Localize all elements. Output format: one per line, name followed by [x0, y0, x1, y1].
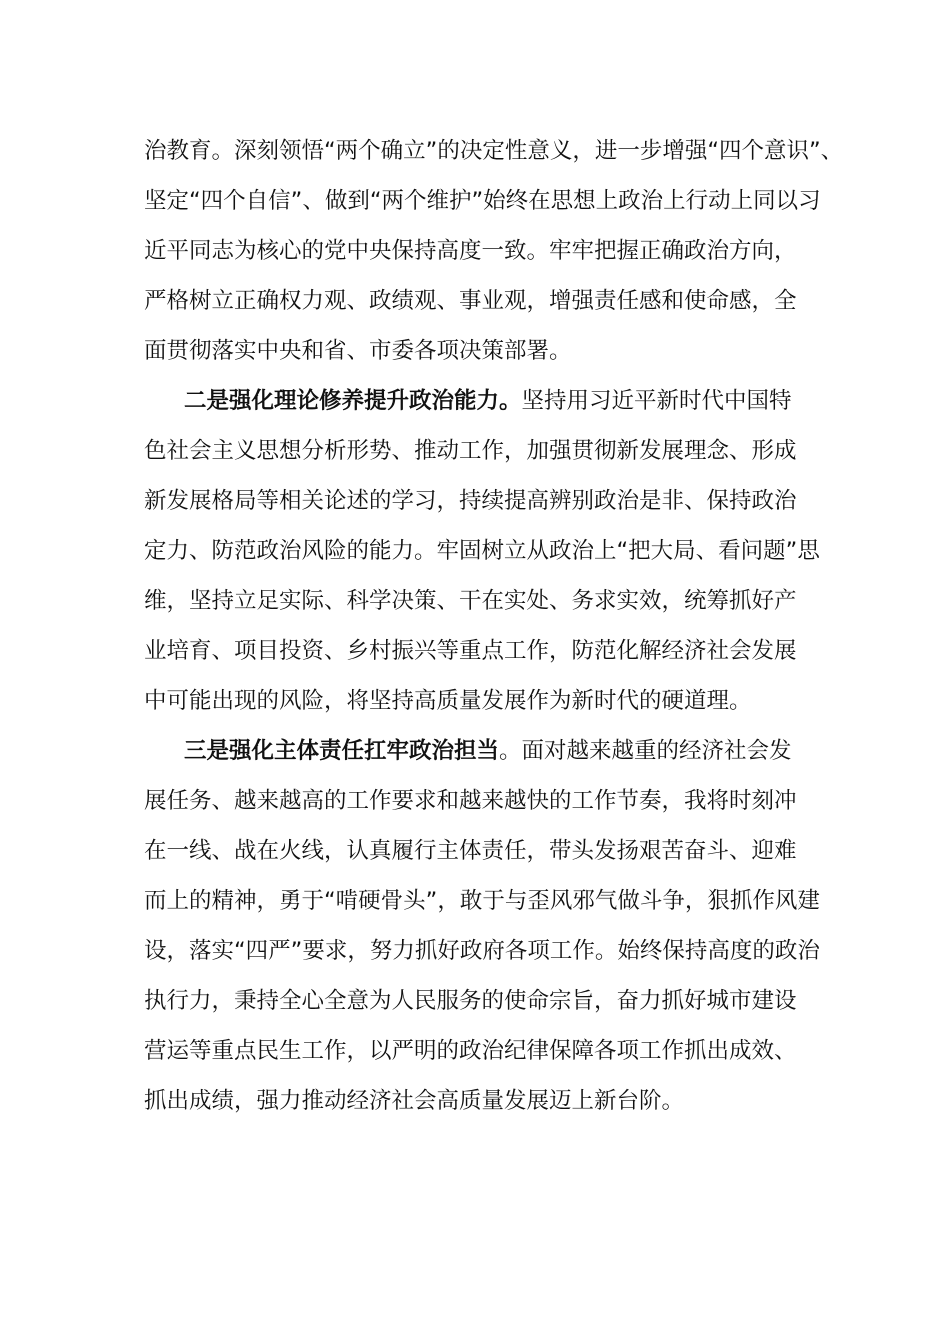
paragraph-first-line: [144, 376, 809, 426]
paragraph-2: [144, 376, 820, 726]
paragraph-line: 执行力，秉持全心全意为人民服务的使命宗旨，奋力抓好城市建设: [144, 988, 797, 1014]
paragraph-line: 维，坚持立足实际、科学决策、干在实处、务求实效，统筹抓好产: [144, 588, 797, 614]
paragraph-line: 色社会主义思想分析形势、推动工作，加强贯彻新发展理念、形成: [144, 438, 797, 464]
paragraph-line: 业培育、项目投资、乡村振兴等重点工作，防范化解经济社会发展: [144, 638, 797, 664]
paragraph-line: 设，落实“四严”要求，努力抓好政府各项工作。始终保持高度的政治: [144, 938, 820, 964]
paragraph-text: 。面对越来越重的经济社会发: [499, 738, 792, 764]
paragraph-line: 展任务、越来越高的工作要求和越来越快的工作节奏，我将时刻冲: [144, 788, 797, 814]
paragraph-line: 新发展格局等相关论述的学习，持续提高辨别政治是非、保持政治: [144, 488, 797, 514]
paragraph-line: 近平同志为核心的党中央保持高度一致。牢牢把握正确政治方向，: [144, 238, 797, 264]
paragraph-3: [144, 726, 820, 1126]
paragraph-first-line: [144, 726, 809, 776]
paragraph-line: 严格树立正确权力观、政绩观、事业观，增强责任感和使命感，全: [144, 288, 797, 314]
paragraph-line: 营运等重点民生工作，以严明的政治纪律保障各项工作抓出成效、: [144, 1038, 797, 1064]
paragraph-line: 而上的精神，勇于“啃硬骨头”，敢于与歪风邪气做斗争，狠抓作风建: [144, 888, 820, 914]
paragraph-line: 中可能出现的风险，将坚持高质量发展作为新时代的硬道理。: [144, 688, 752, 714]
paragraph-heading: 二是强化理论修养提升政治能力。: [184, 388, 522, 414]
paragraph-line: 治教育。深刻领悟“两个确立”的决定性意义，进一步增强“四个意识”、: [144, 138, 844, 164]
body-text: [144, 126, 844, 1126]
paragraph-line: 定力、防范政治风险的能力。牢固树立从政治上“把大局、看问题”思: [144, 538, 820, 564]
paragraph-line: 抓出成绩，强力推动经济社会高质量发展迈上新台阶。: [144, 1088, 685, 1114]
paragraph-line: 在一线、战在火线，认真履行主体责任，带头发扬艰苦奋斗、迎难: [144, 838, 797, 864]
paragraph-line: 坚定“四个自信”、做到“两个维护”始终在思想上政治上行动上同以习: [144, 188, 821, 214]
paragraph-text: 坚持用习近平新时代中国特: [521, 388, 792, 414]
paragraph-1: [144, 126, 844, 376]
paragraph-heading: 三是强化主体责任扛牢政治担当: [184, 738, 500, 764]
paragraph-line: 面贯彻落实中央和省、市委各项决策部署。: [144, 338, 572, 364]
